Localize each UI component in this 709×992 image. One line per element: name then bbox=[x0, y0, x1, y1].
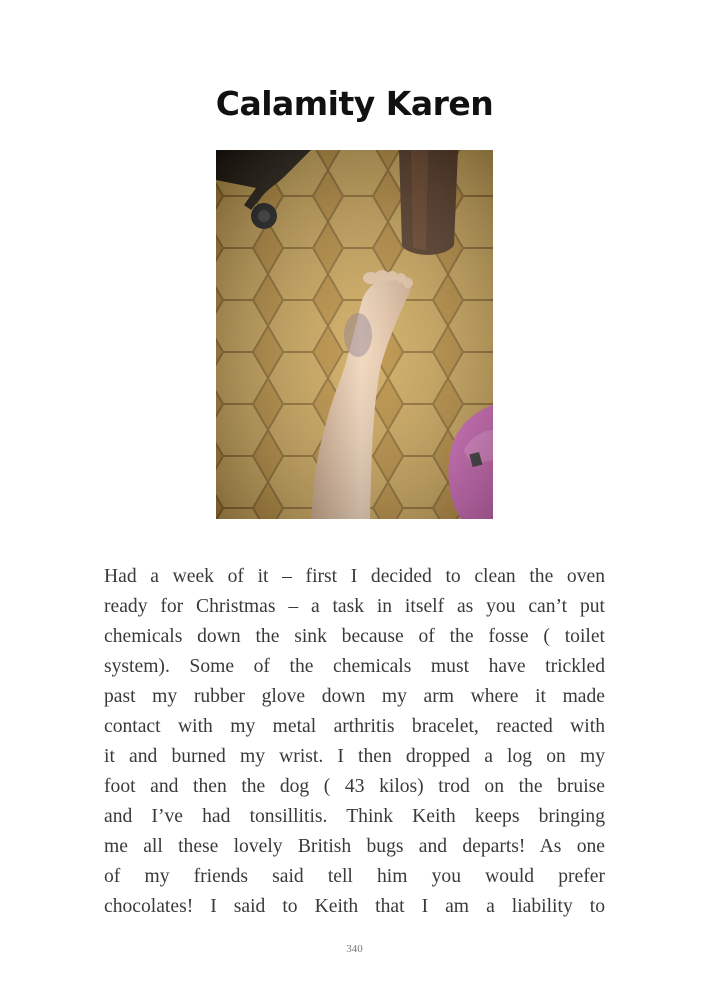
body-line: ready for Christmas – a task in itself as you can’t put bbox=[104, 596, 605, 617]
page-title: Calamity Karen bbox=[215, 84, 494, 123]
body-line: foot and then the dog ( 43 kilos) trod on the bruise bbox=[104, 776, 605, 797]
body-line: contact with my metal arthritis bracelet, reacted with bbox=[104, 716, 605, 737]
body-line: it and burned my wrist. I then dropped a log on my bbox=[104, 746, 605, 767]
body-paragraph bbox=[104, 562, 605, 922]
body-line: chocolates! I said to Keith that I am a liability to bbox=[104, 896, 605, 917]
body-line: system). Some of the chemicals must have trickled bbox=[104, 656, 605, 677]
body-line: me all these lovely British bugs and departs! As one bbox=[104, 836, 605, 857]
body-line: chemicals down the sink because of the fosse ( toilet bbox=[104, 626, 605, 647]
page-number: 340 bbox=[346, 943, 363, 955]
foot-photo bbox=[216, 150, 493, 519]
body-line: of my friends said tell him you would prefer bbox=[104, 866, 605, 887]
body-line: and I’ve had tonsillitis. Think Keith keeps bringing bbox=[104, 806, 605, 827]
body-line: past my rubber glove down my arm where it made bbox=[104, 686, 605, 707]
body-line: Had a week of it – first I decided to clean the oven bbox=[104, 566, 605, 587]
